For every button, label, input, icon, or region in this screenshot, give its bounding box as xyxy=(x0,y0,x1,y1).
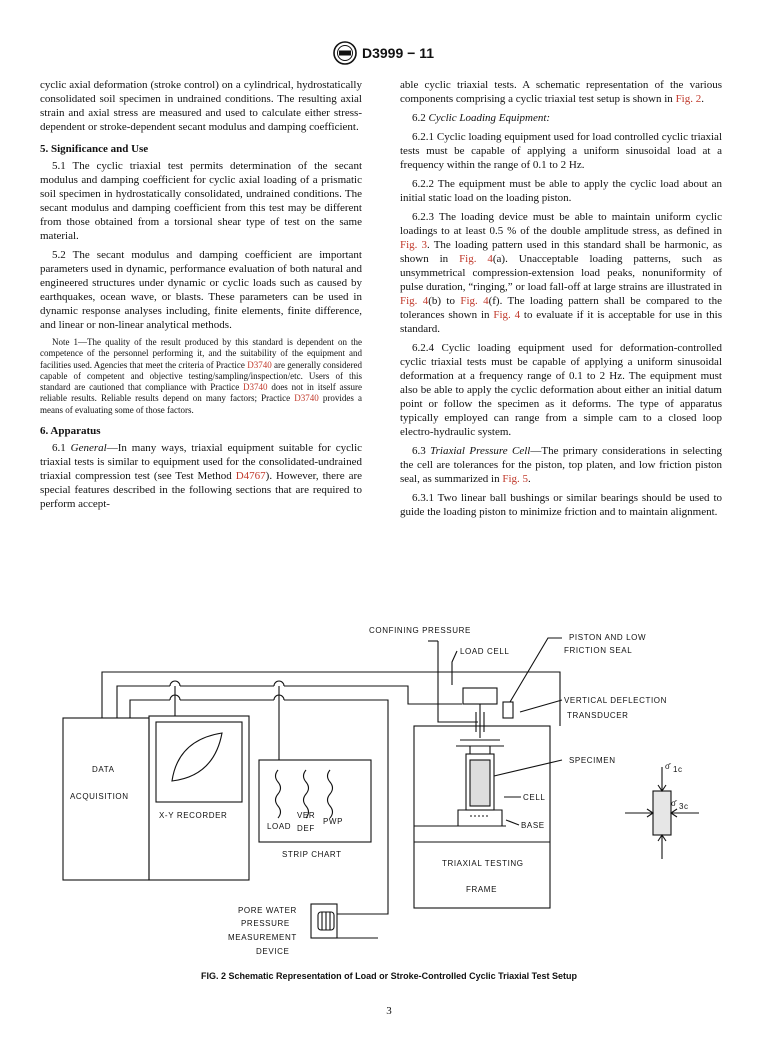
paragraph-6-2-1: 6.2.1 Cyclic loading equipment used for load controlled cyclic triaxial tests must be capable of applying a uniform sinusoidal load at a frequency within the range of 0.1 to 2 Hz. xyxy=(400,131,722,171)
vertical-deflection-label-2: TRANSDUCER xyxy=(567,711,629,720)
page-number: 3 xyxy=(386,1005,392,1017)
paragraph-6-1: 6.1 General—In many ways, triaxial equipment suitable for cyclic triaxial tests is similar to equipment used for the consolidated-undrained triaxial compression test (see Test Method D4767). However, there are special features described in the following sections that are required to perform accept- xyxy=(40,442,363,511)
sigma-3c-symbol: σ̄ xyxy=(671,799,677,808)
acquisition-label: ACQUISITION xyxy=(70,792,129,801)
link-fig-4[interactable]: Fig. 4 xyxy=(493,309,521,321)
pore-water-label-3: MEASUREMENT xyxy=(228,933,297,942)
right-column xyxy=(400,78,722,524)
pore-water-label-4: DEVICE xyxy=(256,947,290,956)
link-fig-4[interactable]: Fig. 4 xyxy=(400,295,429,307)
specimen-label: SPECIMEN xyxy=(569,756,616,765)
left-column xyxy=(40,78,362,516)
paragraph-5-2: 5.2 The secant modulus and damping coefficient are important parameters used in dynamic, performance evaluation of both natural and engineered structures under dynamic or cyclic loads such as caused by earthquakes, ocean wave, or blasts. These parameters can be used in dynamic response analyses including, finite elements, finite difference, and linear or non-linear analytical methods. xyxy=(40,249,362,331)
cell-label: CELL xyxy=(523,793,546,802)
data-label: DATA xyxy=(92,765,115,774)
link-fig-5[interactable]: Fig. 5 xyxy=(502,473,529,485)
piston-label-2: FRICTION SEAL xyxy=(564,646,633,655)
figure-2-schematic xyxy=(0,618,778,968)
section-5-heading: 5. Significance and Use xyxy=(40,143,149,155)
link-fig-3[interactable]: Fig. 3 xyxy=(400,239,428,251)
paragraph-6-2: 6.2 Cyclic Loading Equipment: xyxy=(412,112,551,124)
pwp-label: PWP xyxy=(323,817,344,826)
def-label: DEF xyxy=(297,824,315,833)
xy-recorder-screen xyxy=(156,722,242,802)
paragraph-6-2-3: 6.2.3 The loading device must be able to maintain uniform cyclic loadings to at least 0.5 % of the double amplitude stress, as defined in Fig. 3. The loading pattern used in this standard shall be harmonic, as shown in Fig. 4(a). Unacceptable loading patterns, such as unsymmetrical compression-extension load peaks, nonuniformity of pulse duration, “ringing,” or load fall-off at large strains are illustrated in Fig. 4(b) to Fig. 4(f). The loading pattern shall be compared to the tolerances shown in Fig. 4 to evaluate if it is acceptable for use in this standard. xyxy=(400,211,722,335)
base-label: BASE xyxy=(521,821,545,830)
sigma-3c-subscript: 3c xyxy=(679,802,689,811)
paragraph-6-2-2: 6.2.2 The equipment must be able to apply the cyclic load about an initial static load on the loading piston. xyxy=(400,178,722,204)
sigma-1c-symbol: σ̄ xyxy=(665,762,671,771)
stress-element xyxy=(625,767,699,859)
paragraph-6-3-1: 6.3.1 Two linear ball bushings or similar bearings should be used to guide the loading piston to minimize friction and to maintain alignment. xyxy=(400,492,722,518)
pore-water-label-2: PRESSURE xyxy=(241,919,290,928)
note-1: Note 1—The quality of the result produced by this standard is dependent on the competence of the personnel performing it, and the suitability of the equipment and facilities used. Agencies that meet the criteria of Practice D3740 are generally considered capable of competent and objective testing/sampling/inspection/etc. Users of this standard are cautioned that compliance with Practice D3740 does not in itself assure reliable results. Reliable results depend on many factors; Practice D3740 provides a means of evaluating some of those factors. xyxy=(40,337,362,415)
load-label: LOAD xyxy=(267,822,292,831)
link-fig-4[interactable]: Fig. 4 xyxy=(459,253,493,265)
link-d4767[interactable]: D4767 xyxy=(235,470,266,483)
paragraph-6-2-4: 6.2.4 Cyclic loading equipment used for deformation-controlled cyclic triaxial tests must be capable of applying a uniform sinusoidal deformation at a frequency range of 0.1 to 2 Hz. The equipment must also be able to apply the cyclic deformation about either an initial datum point or follow the specimen as it deforms. The type of apparatus typically employed can range from a simple cam to a closed loop electro-hydraulic system. xyxy=(400,342,722,438)
frame-label-2: FRAME xyxy=(466,885,497,894)
paragraph-5-1: 5.1 The cyclic triaxial test permits determination of the secant modulus and damping coefficient for cyclic axial loading of a prismatic soil specimen in hydrostatically consolidated, undrained conditions. The secant modulus and damping coefficient from this test may be different from those obtained from a torsional shear type of test on the same material. xyxy=(40,160,362,242)
sigma-1c-subscript: 1c xyxy=(673,765,683,774)
frame-label-1: TRIAXIAL TESTING xyxy=(442,859,524,868)
piston-label-1: PISTON AND LOW xyxy=(569,633,647,642)
standard-designation: D3999 − 11 xyxy=(362,45,435,61)
intro-paragraph: cyclic axial deformation (stroke control) on a cylindrical, hydrostatically consolidated soil specimen in undrained conditions. The resulting axial strain and axial stress are measured and used to calculate either stress-dependent or stroke-dependent secant modulus and damping coefficient. xyxy=(40,79,362,133)
load-cell-label: LOAD CELL xyxy=(460,647,510,656)
hysteresis-loop-icon xyxy=(172,733,222,781)
link-fig-2[interactable]: Fig. 2 xyxy=(675,93,702,105)
wiring xyxy=(102,641,560,914)
strip-chart-label: STRIP CHART xyxy=(282,850,342,859)
link-d3740[interactable]: D3740 xyxy=(294,393,319,404)
confining-pressure-label: CONFINING PRESSURE xyxy=(369,626,471,635)
astm-logo-icon xyxy=(333,41,357,65)
continued-paragraph: able cyclic triaxial tests. A schematic representation of the various components comprising a cyclic triaxial test setup is shown in Fig. 2. xyxy=(400,79,722,105)
section-6-heading: 6. Apparatus xyxy=(40,425,101,438)
link-d3740[interactable]: D3740 xyxy=(247,359,272,370)
page-header xyxy=(0,40,778,66)
ver-label: VER xyxy=(297,811,316,820)
vertical-deflection-label-1: VERTICAL DEFLECTION xyxy=(564,696,667,705)
specimen xyxy=(470,760,490,806)
pore-water-device xyxy=(311,904,337,938)
link-d3740[interactable]: D3740 xyxy=(243,382,268,393)
xy-recorder-label: X-Y RECORDER xyxy=(159,811,228,820)
paragraph-6-3: 6.3 Triaxial Pressure Cell—The primary considerations in selecting the cell are tolerances for the piston, top platen, and low friction piston seal, as summarized in Fig. 5. xyxy=(400,445,723,485)
figure-caption: FIG. 2 Schematic Representation of Load or Stroke-Controlled Cyclic Triaxial Test Setup xyxy=(201,971,577,981)
link-fig-4[interactable]: Fig. 4 xyxy=(460,295,489,307)
pore-water-label-1: PORE WATER xyxy=(238,906,297,915)
